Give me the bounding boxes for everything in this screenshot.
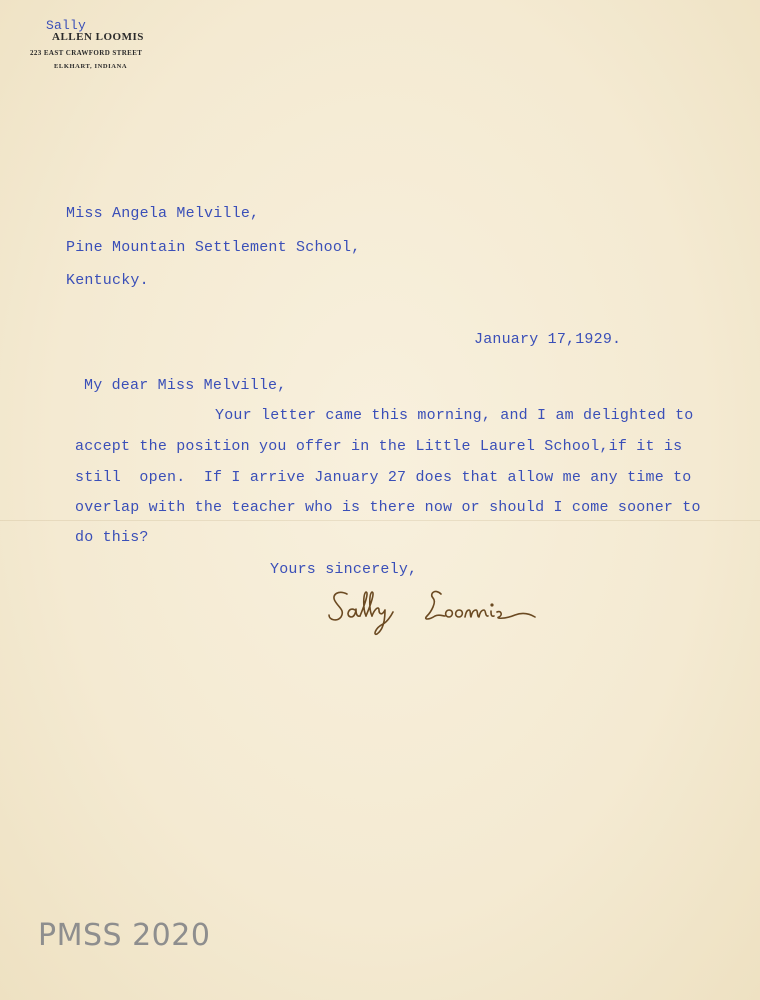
letterhead-city: ELKHART, INDIANA [54, 63, 128, 70]
body-line: Your letter came this morning, and I am delighted to [215, 407, 694, 424]
letter-date: January 17,1929. [474, 331, 622, 348]
paper-fold-line [0, 520, 760, 521]
body-line: overlap with the teacher who is there now or should I come sooner to [75, 499, 701, 516]
letterhead-name: ALLEN LOOMIS [52, 31, 144, 43]
body-line: do this? [75, 529, 149, 546]
recipient-line-1: Miss Angela Melville, [66, 205, 260, 222]
letterhead-typed-first-name: Sally [46, 18, 87, 33]
handwritten-signature [325, 584, 545, 644]
letterhead-address: 223 EAST CRAWFORD STREET [30, 49, 143, 57]
closing: Yours sincerely, [270, 561, 418, 578]
body-line: accept the position you offer in the Little Laurel School,if it is [75, 438, 683, 455]
recipient-line-3: Kentucky. [66, 272, 149, 289]
recipient-line-2: Pine Mountain Settlement School, [66, 239, 361, 256]
archive-watermark: PMSS 2020 [38, 918, 211, 953]
body-line: still open. If I arrive January 27 does that allow me any time to [75, 469, 692, 486]
salutation: My dear Miss Melville, [84, 377, 287, 394]
